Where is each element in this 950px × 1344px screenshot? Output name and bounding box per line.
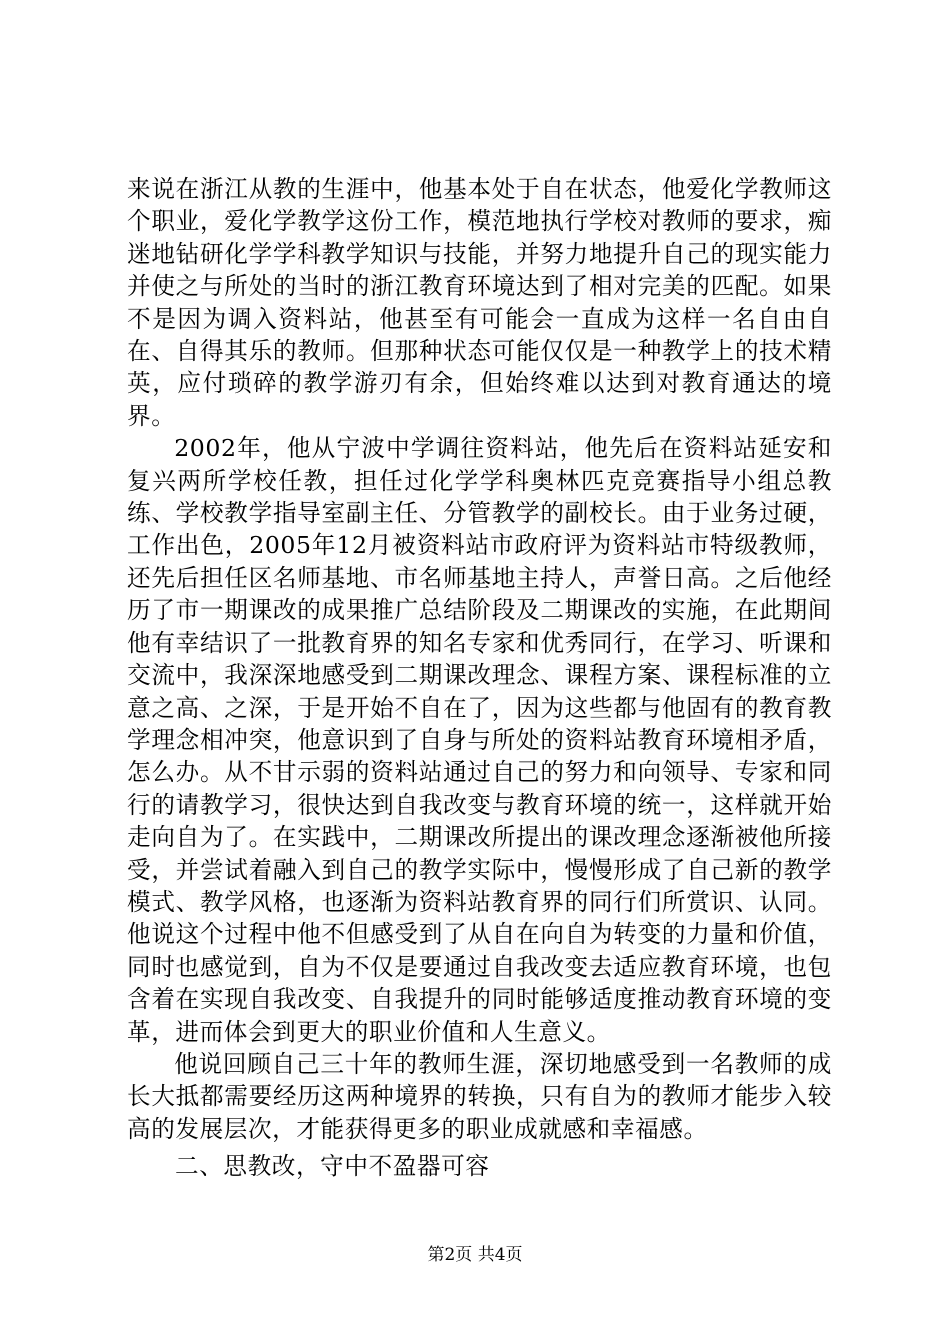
paragraph-continued: 来说在浙江从教的生涯中，他基本处于自在状态，他爱化学教师这个职业，爱化学教学这份工作，模范地执行学校对教师的要求，痴迷地钻研化学学科教学知识与技能，并努力地提升自己的现实能力并使之与所处的当时的浙江教育环境达到了相对完美的匹配。如果不是因为调入资料站，他甚至有可能会一直成为这样一名自由自在、自得其乐的教师。但那种状态可能仅仅是一种教学上的技术精英，应付琐碎的教学游刃有余，但始终难以达到对教育通达的境界。 xyxy=(127,175,832,430)
body-text xyxy=(127,173,832,1145)
paragraph-reflection: 他说回顾自己三十年的教师生涯，深切地感受到一名教师的成长大抵都需要经历这两种境界的转换，只有自为的教师才能步入较高的发展层次，才能获得更多的职业成就感和幸福感。 xyxy=(127,1049,832,1143)
page-footer: 第2页 共4页 xyxy=(427,1245,523,1265)
section-heading: 二、思教改，守中不盈器可容 xyxy=(175,1152,490,1180)
paragraph-2002: 2002年，他从宁波中学调往资料站，他先后在资料站延安和复兴两所学校任教，担任过化学学科奥林匹克竞赛指导小组总教练、学校教学指导室副主任、分管教学的副校长。由于业务过硬，工作出色，2005年12月被资料站市政府评为资料站市特级教师，还先后担任区名师基地、市名师基地主持人，声誉日高。之后他经历了市一期课改的成果推广总结阶段及二期课改的实施，在此期间他有幸结识了一批教育界的知名专家和优秀同行，在学习、听课和交流中，我深深地感受到二期课改理念、课程方案、课程标准的立意之高、之深，于是开始不自在了，因为这些都与他固有的教育教学理念相冲突，他意识到了自身与所处的资料站教育环境相矛盾，怎么办。从不甘示弱的资料站通过自己的努力和向领导、专家和同行的请教学习，很快达到自我改变与教育环境的统一，这样就开始走向自为了。在实践中，二期课改所提出的课改理念逐渐被他所接受，并尝试着融入到自己的教学实际中，慢慢形成了自己新的教学模式、教学风格，也逐渐为资料站教育界的同行们所赏识、认同。他说这个过程中他不但感受到了从自在向自为转变的力量和价值，同时也感觉到，自为不仅是要通过自我改变去适应教育环境，也包含着在实现自我改变、自我提升的同时能够适度推动教育环境的变革，进而体会到更大的职业价值和人生意义。 xyxy=(127,434,832,1046)
